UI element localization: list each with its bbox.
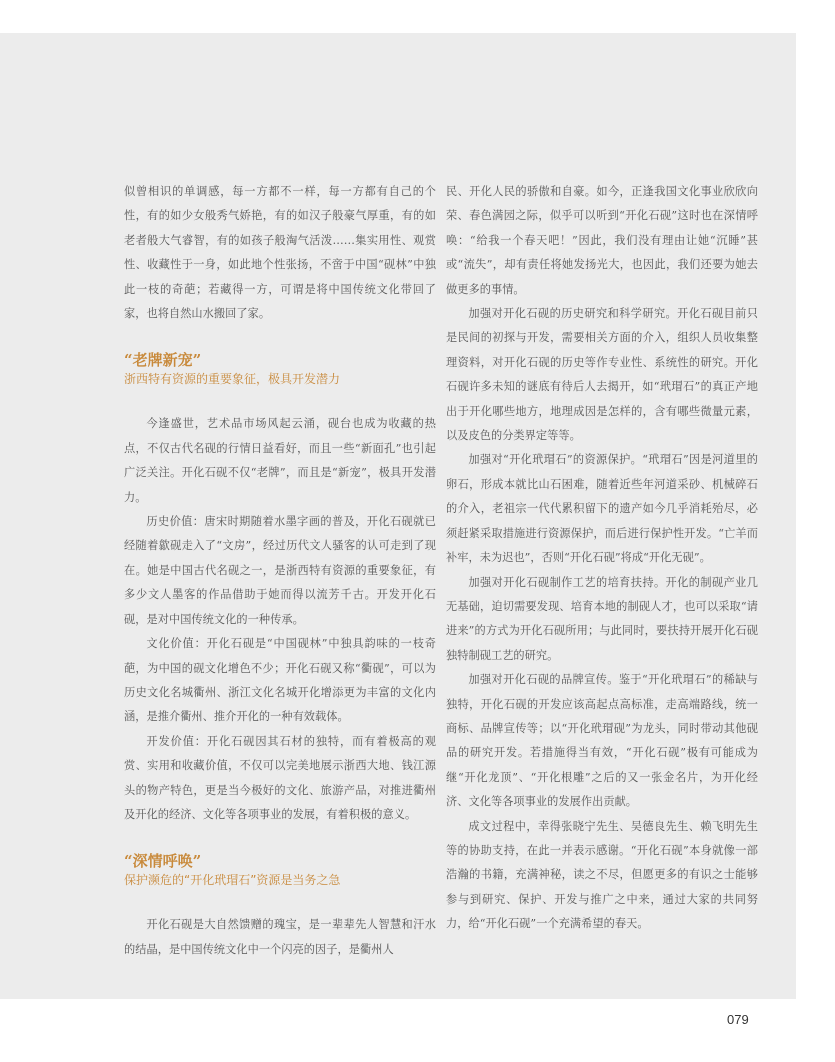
left-column	[124, 180, 436, 962]
right-column	[446, 180, 758, 937]
body-paragraph: 加强对开化石砚的历史研究和科学研究。开化石砚目前只是民间的初探与开发，需要相关方面的介入，组织人员收集整理资料，对开化石砚的历史等作专业性、系统性的研究。开化石砚许多未知的谜底有待后人去揭开，如“玳瑁石”的真正产地出于开化哪些地方，地理成因是怎样的，含有哪些微量元素，以及皮色的分类界定等等。	[446, 307, 758, 443]
section-title-shenqing: “深情呼唤”	[124, 852, 202, 871]
section-subtitle-laopai: 浙西特有资源的重要象征，极具开发潜力	[124, 372, 341, 387]
body-paragraph: 历史价值：唐宋时期随着水墨字画的普及，开化石砚就已经随着歙砚走入了“文房”，经过历代文人骚客的认可走到了现在。她是中国古代名砚之一，是浙西特有资源的重要象征，有多少文人墨客的作品借助于她而得以流芳千古。开发开化石砚，是对中国传统文化的一种传承。	[124, 515, 436, 626]
body-paragraph: 开发价值：开化石砚因其石材的独特，而有着极高的观赏、实用和收藏价值，不仅可以完美地展示浙西大地、钱江源头的物产特色，更是当今极好的文化、旅游产品，对推进衢州及开化的经济、文化等各项事业的发展，有着积极的意义。	[124, 734, 436, 821]
body-paragraph: 民、开化人民的骄傲和自豪。如今，正逢我国文化事业欣欣向荣、春色满园之际，似乎可以听到“开化石砚”这时也在深情呼唤：“给我一个春天吧！”因此，我们没有理由让她“沉睡”甚或“流失”，却有责任将她发扬光大，也因此，我们还要为她去做更多的事情。	[446, 185, 758, 296]
body-paragraph: 加强对开化石砚的品牌宣传。鉴于“开化玳瑁石”的稀缺与独特，开化石砚的开发应该高起点高标准，走高端路线，统一商标、品牌宣传等；以“开化玳瑁砚”为龙头，同时带动其他砚品的研究开发。若措施得当有效，“开化石砚”极有可能成为继“开化龙顶”、“开化根雕”之后的又一张金名片，为开化经济、文化等各项事业的发展作出贡献。	[446, 673, 758, 809]
body-paragraph: 今逢盛世，艺术品市场风起云涌，砚台也成为收藏的热点，不仅古代名砚的行情日益看好，而且一些“新面孔”也引起广泛关注。开化石砚不仅“老牌”，而且是“新宠”，极具开发潜力。	[124, 417, 436, 504]
body-paragraph: 开化石砚是大自然馈赠的瑰宝，是一辈辈先人智慧和汗水的结晶，是中国传统文化中一个闪亮的因子，是衢州人	[124, 918, 436, 956]
body-paragraph: 成文过程中，幸得张晓宁先生、吴德良先生、赖飞明先生等的协助支持，在此一并表示感谢。“开化石砚”本身就像一部浩瀚的书籍，充满神秘，读之不尽，但愿更多的有识之士能够参与到研究、保护、开发与推广之中来，通过大家的共同努力，给“开化石砚”一个充满希望的春天。	[446, 819, 758, 931]
page-number: 079	[727, 1012, 749, 1027]
section-title-laopai: “老牌新宠”	[124, 351, 202, 370]
section-subtitle-shenqing: 保护濒危的“开化玳瑁石”资源是当务之急	[124, 873, 341, 888]
intro-paragraph: 似曾相识的单调感，每一方都不一样，每一方都有自己的个性，有的如少女般秀气娇艳，有的如汉子般豪气厚重，有的如老者般大气睿智，有的如孩子般淘气活泼……集实用性、观赏性、收藏性于一身，如此地个性张扬，不啻于中国“砚林”中独此一枝的奇葩；若藏得一方，可谓是将中国传统文化带回了家，也将自然山水搬回了家。	[124, 185, 436, 321]
body-paragraph: 文化价值：开化石砚是“中国砚林”中独具韵味的一枝奇葩，为中国的砚文化增色不少；开化石砚又称“衢砚”，可以为历史文化名城衢州、浙江文化名城开化增添更为丰富的文化内涵，是推介衢州、推介开化的一种有效载体。	[124, 637, 436, 724]
body-paragraph: 加强对开化石砚制作工艺的培育扶持。开化的制砚产业几无基础，迫切需要发现、培育本地的制砚人才，也可以采取“请进来”的方式为开化石砚所用；与此同时，要扶持开展开化石砚独特制砚工艺的研究。	[446, 575, 758, 662]
body-paragraph: 加强对“开化玳瑁石”的资源保护。“玳瑁石”因是河道里的卵石，形成本就比山石困难，随着近些年河道采砂、机械碎石的介入，老祖宗一代代累积留下的遗产如今几乎消耗殆尽，必须赶紧采取措施进行资源保护，而后进行保护性开发。“亡羊而补牢，未为迟也”，否则“开化石砚”将成“开化无砚”。	[446, 453, 758, 565]
